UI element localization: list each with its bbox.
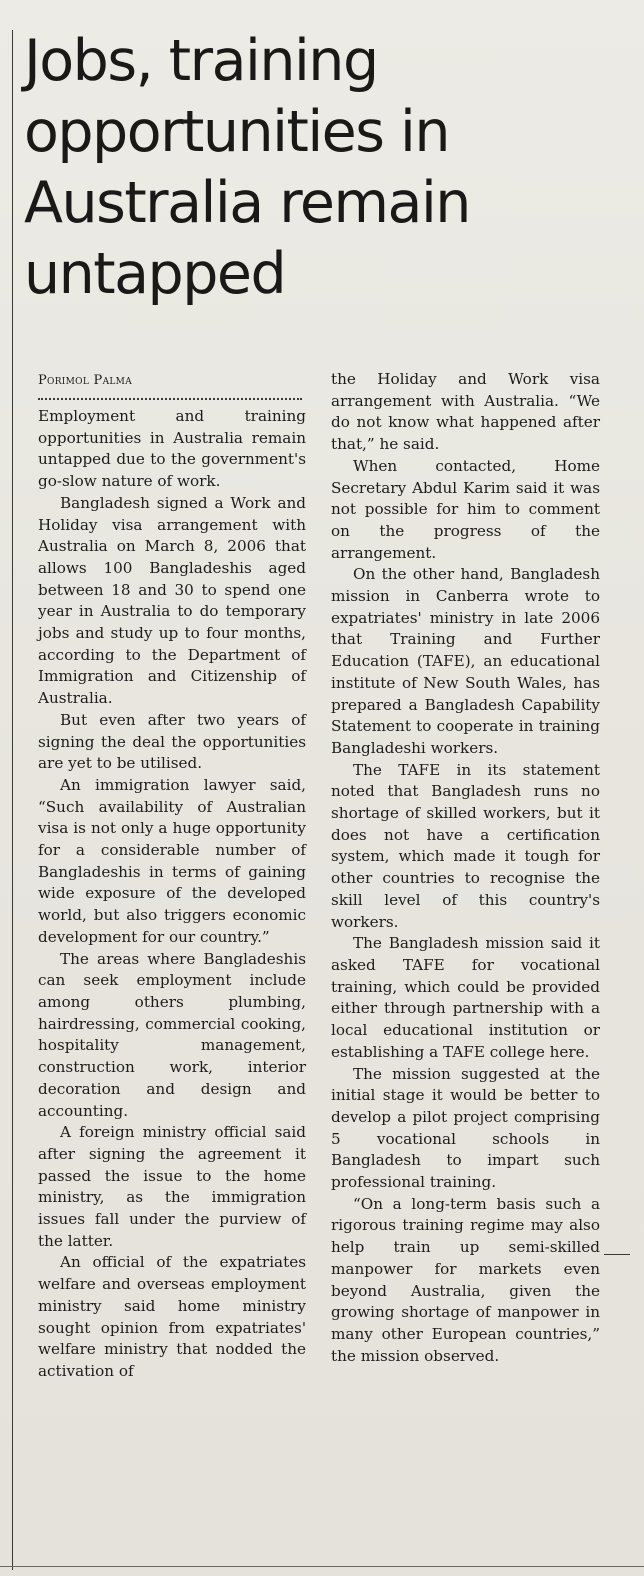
column-rule-bottom: [0, 1566, 644, 1567]
headline: Jobs, training opportunities in Australia remain untapped: [24, 28, 470, 307]
paragraph: But even after two years of signing the deal the opportunities are yet to be utilised.: [38, 710, 306, 773]
article-column-left: [38, 372, 306, 1383]
paragraph: The areas where Bangladeshis can seek employment include among others plumbing, hairdressing, commercial cooking, hospitality management, construction work, interior decoration and design and accounting.: [38, 949, 306, 1120]
article-column-right: [331, 369, 600, 1367]
paragraph: Employment and training opportunities in Australia remain untapped due to the government's go-slow nature of work.: [38, 407, 306, 491]
byline-divider: [38, 398, 302, 400]
column-rule-left: [12, 30, 13, 1570]
paragraph: An immigration lawyer said, “Such availability of Australian visa is not only a huge opportunity for a considerable number of Bangladeshis in terms of gaining wide exposure of the developed world, but also triggers economic development for our country.”: [38, 775, 306, 946]
paragraph: The Bangladesh mission said it asked TAFE for vocational training, which could be provided either through partnership with a local educational institution or establishing a TAFE college here.: [331, 934, 600, 1061]
paragraph: On the other hand, Bangladesh mission in Canberra wrote to expatriates' ministry in late 2006 that Training and Further Education (TAFE), an educational institute of New South Wales, has prepared a Bangladesh Capability Statement to cooperate in training Bangladeshi workers.: [331, 565, 600, 757]
paragraph: Bangladesh signed a Work and Holiday visa arrangement with Australia on March 8, 2006 that allows 100 Bangladeshis aged between 18 and 30 to spend one year in Australia to do temporary jobs and study up to four months, according to the Department of Immigration and Citizenship of Australia.: [38, 493, 306, 708]
paragraph: A foreign ministry official said after signing the agreement it passed the issue to the home ministry, as the immigration issues fall under the purview of the latter.: [38, 1123, 306, 1250]
byline: Porimol Palma: [38, 373, 132, 388]
paragraph: “On a long-term basis such a rigorous training regime may also help train up semi-skilled manpower for markets even beyond Australia, given the growing shortage of manpower in many other European countries,” the mission observed.: [331, 1194, 600, 1365]
column-rule-tick: [604, 1254, 630, 1255]
paragraph: the Holiday and Work visa arrangement with Australia. “We do not know what happened after that,” he said.: [331, 370, 600, 454]
paragraph: An official of the expatriates welfare and overseas employment ministry said home ministry sought opinion from expatriates' welfare ministry that nodded the activation of: [38, 1253, 306, 1380]
paragraph: When contacted, Home Secretary Abdul Karim said it was not possible for him to comment on the progress of the arrangement.: [331, 456, 600, 562]
paragraph: The TAFE in its statement noted that Bangladesh runs no shortage of skilled workers, but it does not have a certification system, which made it tough for other countries to recognise the skill level of this country's workers.: [331, 760, 600, 931]
paragraph: The mission suggested at the initial stage it would be better to develop a pilot project comprising 5 vocational schools in Bangladesh to impart such professional training.: [331, 1064, 600, 1192]
